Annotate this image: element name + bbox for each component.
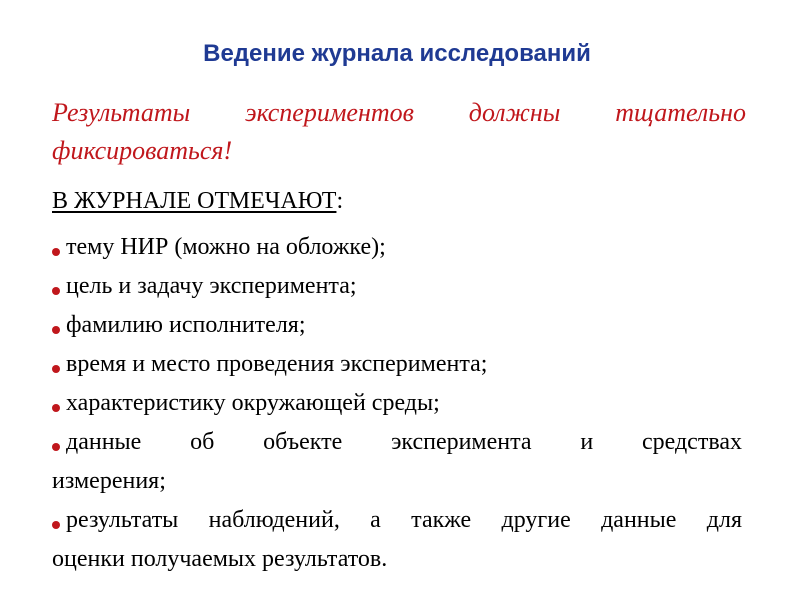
list-item <box>52 501 742 579</box>
list-item <box>52 384 742 423</box>
bullet-icon <box>52 287 60 295</box>
list-item-line-1 <box>52 501 742 540</box>
slide-title: Ведение журнала исследований <box>203 40 591 67</box>
bullet-list <box>52 228 742 579</box>
list-item-text: результаты наблюдений, а также другие данные для <box>66 507 742 533</box>
list-item-text: тему НИР (можно на обложке); <box>66 234 386 260</box>
list-item-line-2: оценки получаемых результатов. <box>52 546 388 572</box>
lead-statement <box>52 94 746 170</box>
list-item-line-1 <box>52 423 742 462</box>
list-item <box>52 345 742 384</box>
bullet-icon <box>52 404 60 412</box>
lead-line-1: Результаты экспериментов должны тщательно <box>52 98 746 127</box>
list-item-text: характеристику окружающей среды; <box>66 390 440 416</box>
list-item <box>52 228 742 267</box>
section-heading <box>52 188 343 215</box>
list-item-text: время и место проведения эксперимента; <box>66 351 488 377</box>
list-item <box>52 267 742 306</box>
bullet-icon <box>52 326 60 334</box>
bullet-icon <box>52 521 60 529</box>
lead-line-2: фиксироваться! <box>52 136 233 165</box>
list-item <box>52 306 742 345</box>
section-heading-colon: : <box>336 188 344 214</box>
list-item-text: фамилию исполнителя; <box>66 312 306 338</box>
bullet-icon <box>52 365 60 373</box>
list-item-text: данные об объекте эксперимента и средствах <box>66 429 742 455</box>
bullet-icon <box>52 248 60 256</box>
bullet-icon <box>52 443 60 451</box>
list-item-line-2: измерения; <box>52 468 166 494</box>
list-item-text: цель и задачу эксперимента; <box>66 273 357 299</box>
section-heading-text: В ЖУРНАЛЕ ОТМЕЧАЮТ <box>52 188 337 214</box>
list-item <box>52 423 742 501</box>
